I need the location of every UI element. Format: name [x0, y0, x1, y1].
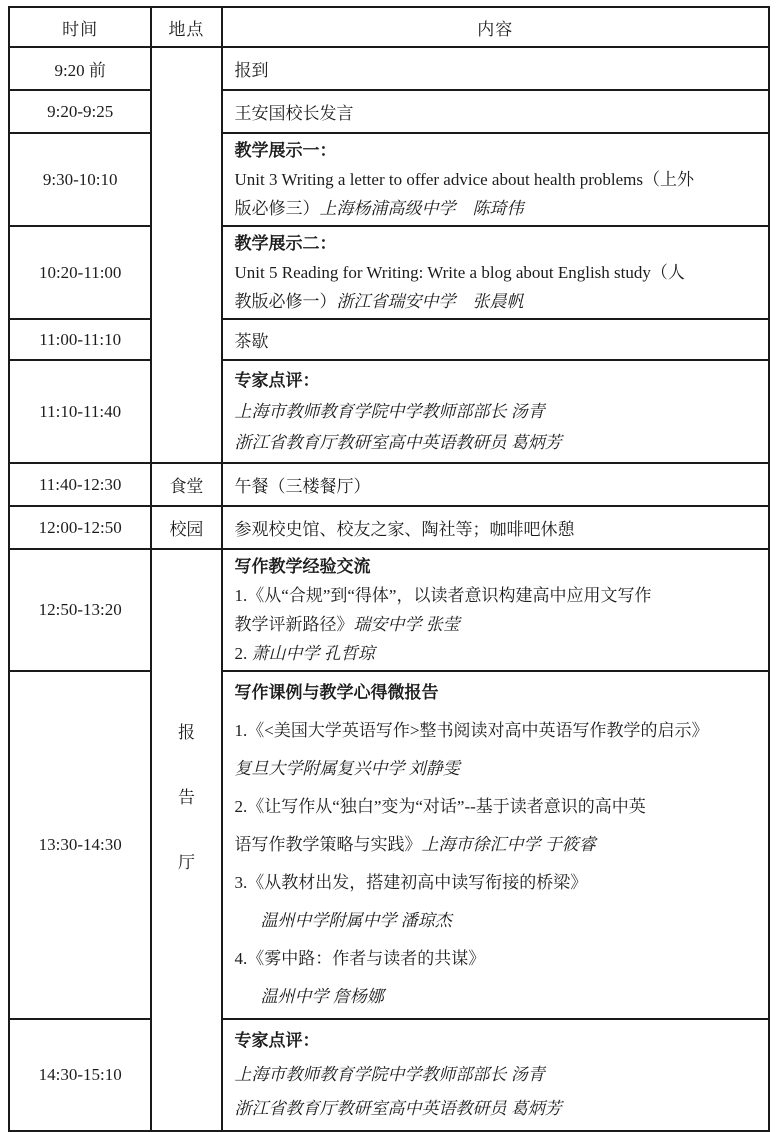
- time-cell: 10:20-11:00: [9, 226, 151, 319]
- content-line: [235, 1058, 758, 1092]
- text-segment: 2.: [234, 644, 252, 663]
- content-cell: [222, 671, 769, 1019]
- time-cell: 13:30-14:30: [9, 671, 151, 1019]
- text-segment: 浙江省瑞安中学 张晨帆: [336, 292, 524, 311]
- header-content: 内容: [222, 7, 769, 47]
- location-cell: 食堂: [151, 463, 221, 506]
- content-cell: [222, 226, 769, 319]
- text-segment: 王安国校长发言: [234, 104, 354, 123]
- content-cell: [222, 506, 769, 549]
- text-segment: 4.《雾中路：作者与读者的共谋》: [234, 949, 486, 968]
- content-line: [235, 396, 758, 427]
- content-cell: [222, 319, 769, 360]
- content-line: [235, 639, 758, 668]
- text-segment: 教版必修一）: [234, 292, 337, 311]
- time-cell: 9:30-10:10: [9, 133, 151, 226]
- text-segment: 1.《<美国大学英语写作>整书阅读对高中英语写作教学的启示》: [234, 721, 709, 740]
- header-row: [9, 7, 769, 47]
- header-location: 地点: [151, 7, 221, 47]
- text-segment: 上海市教师教育学院中学教师部部长 汤青: [234, 402, 545, 421]
- table-row: [9, 47, 769, 90]
- text-segment: Unit 3 Writing a letter to offer advice about health problems（上外: [234, 170, 694, 189]
- content-line: [235, 56, 758, 81]
- time-cell: 14:30-15:10: [9, 1019, 151, 1131]
- table-row: [9, 506, 769, 549]
- content-line: [235, 472, 758, 497]
- time-cell: 9:20-9:25: [9, 90, 151, 133]
- text-segment: 教学评新路径》: [234, 615, 354, 634]
- text-segment: 上海市徐汇中学 于筱睿: [421, 835, 596, 854]
- text-segment: 上海市教师教育学院中学教师部部长 汤青: [234, 1065, 545, 1084]
- content-line: [235, 978, 758, 1016]
- content-line: [235, 427, 758, 458]
- text-segment: 教学展示二：: [234, 234, 337, 253]
- text-segment: 3.《从教材出发，搭建初高中读写衔接的桥梁》: [234, 873, 588, 892]
- hall-vertical-label: [152, 718, 220, 873]
- content-line: [235, 258, 758, 287]
- text-segment: 告: [177, 787, 195, 807]
- content-cell: [222, 90, 769, 133]
- content-line: [235, 515, 758, 540]
- text-segment: 温州中学 詹杨娜: [260, 987, 384, 1006]
- content-line: [235, 902, 758, 940]
- text-segment: 茶歇: [234, 332, 269, 351]
- table-row: [9, 1019, 769, 1131]
- table-row: [9, 133, 769, 226]
- text-segment: 萧山中学 孔哲琼: [251, 644, 375, 663]
- table-row: [9, 90, 769, 133]
- schedule-table: [8, 6, 770, 1132]
- time-cell: 9:20 前: [9, 47, 151, 90]
- content-line: [235, 826, 758, 864]
- location-cell-hall: [151, 549, 221, 1131]
- table-row: [9, 671, 769, 1019]
- text-segment: 1.《从“合规”到“得体”，以读者意识构建高中应用文写作: [234, 586, 652, 605]
- content-line: [235, 99, 758, 124]
- text-segment: 厅: [177, 852, 195, 872]
- content-line: [235, 788, 758, 826]
- text-segment: 写作课例与教学心得微报告: [234, 683, 439, 702]
- time-cell: 11:40-12:30: [9, 463, 151, 506]
- location-cell: 校园: [151, 506, 221, 549]
- content-line: [235, 287, 758, 316]
- content-line: [235, 136, 758, 165]
- text-segment: 教学展示一：: [234, 141, 337, 160]
- text-segment: 瑞安中学 张莹: [353, 615, 460, 634]
- text-segment: 温州中学附属中学 潘琼杰: [260, 911, 452, 930]
- text-segment: 午餐（三楼餐厅）: [234, 477, 371, 496]
- text-segment: 报到: [234, 61, 269, 80]
- time-cell: 12:00-12:50: [9, 506, 151, 549]
- text-segment: 浙江省教育厅教研室高中英语教研员 葛炳芳: [234, 1099, 562, 1118]
- content-line: [235, 194, 758, 223]
- content-line: [235, 229, 758, 258]
- content-cell: [222, 1019, 769, 1131]
- time-cell: 11:00-11:10: [9, 319, 151, 360]
- time-cell: 12:50-13:20: [9, 549, 151, 671]
- location-cell-empty: [151, 47, 221, 463]
- content-line: [235, 610, 758, 639]
- text-segment: 写作教学经验交流: [234, 557, 371, 576]
- text-segment: 浙江省教育厅教研室高中英语教研员 葛炳芳: [234, 433, 562, 452]
- text-segment: 语写作教学策略与实践》: [234, 835, 422, 854]
- table-row: [9, 463, 769, 506]
- content-line: [235, 165, 758, 194]
- table-row: [9, 319, 769, 360]
- content-line: [235, 327, 758, 352]
- content-cell: [222, 463, 769, 506]
- text-segment: 上海杨浦高级中学 陈琦伟: [319, 199, 524, 218]
- content-cell: [222, 47, 769, 90]
- text-segment: 复旦大学附属复兴中学 刘静雯: [234, 759, 460, 778]
- content-line: [235, 940, 758, 978]
- table-row: [9, 549, 769, 671]
- content-line: [235, 864, 758, 902]
- table-row: [9, 360, 769, 463]
- content-cell: [222, 549, 769, 671]
- text-segment: Unit 5 Reading for Writing: Write a blog about English study（人: [234, 263, 685, 282]
- text-segment: 2.《让写作从“独白”变为“对话”--基于读者意识的高中英: [234, 797, 646, 816]
- content-line: [235, 365, 758, 396]
- text-segment: 专家点评：: [234, 1031, 320, 1050]
- text-segment: 参观校史馆、校友之家、陶社等；咖啡吧休憩: [234, 520, 575, 539]
- content-cell: [222, 133, 769, 226]
- table-row: [9, 226, 769, 319]
- text-segment: 专家点评：: [234, 371, 320, 390]
- content-line: [235, 1092, 758, 1126]
- content-line: [235, 581, 758, 610]
- content-line: [235, 750, 758, 788]
- header-time: 时间: [9, 7, 151, 47]
- content-cell: [222, 360, 769, 463]
- text-segment: 版必修三）: [234, 199, 320, 218]
- content-line: [235, 674, 758, 712]
- time-cell: 11:10-11:40: [9, 360, 151, 463]
- content-line: [235, 552, 758, 581]
- content-line: [235, 712, 758, 750]
- text-segment: 报: [177, 722, 195, 742]
- content-line: [235, 1024, 758, 1058]
